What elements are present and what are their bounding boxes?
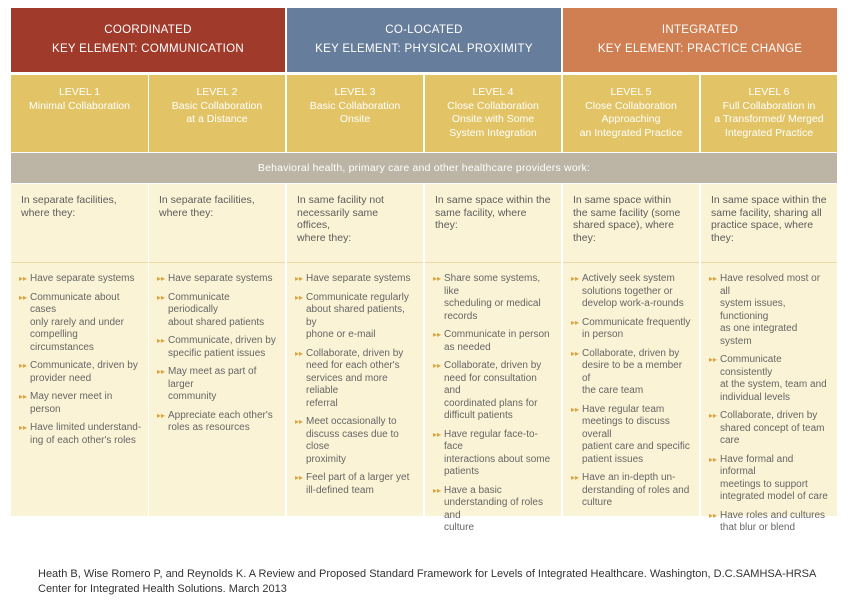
- item-line: Share some systems, like: [444, 273, 541, 297]
- list-item: [433, 429, 555, 479]
- double-arrow-icon: ▸▸: [19, 361, 28, 370]
- level-label: Onsite with Some: [451, 113, 535, 125]
- list-item: [295, 292, 417, 342]
- item-line: Appreciate each other's: [168, 409, 273, 421]
- intro-line: the same facility (some: [573, 206, 681, 219]
- item-line: Have regular face-to-face: [444, 428, 538, 452]
- intro-line: In separate facilities,: [159, 194, 255, 206]
- characteristics-list: [701, 273, 837, 541]
- list-item: [295, 273, 417, 286]
- intro-line: necessarily same offices,: [297, 206, 379, 231]
- list-item: [709, 273, 831, 348]
- item-line: patient care and specific: [582, 441, 690, 452]
- item-line: need for consultation and: [444, 372, 537, 396]
- list-item: [571, 472, 693, 510]
- level-label: Onsite: [339, 113, 371, 125]
- item-line: May never meet in person: [30, 391, 113, 415]
- item-line: compelling circumstances: [30, 329, 94, 353]
- list-item: [571, 348, 693, 398]
- item-line: Communicate, driven by: [168, 335, 276, 346]
- double-arrow-icon: ▸▸: [433, 429, 442, 439]
- item-line: meetings to support: [720, 478, 808, 490]
- level-4-column: [425, 184, 561, 533]
- item-line: Have roles and cultures: [720, 509, 826, 521]
- list-item: [19, 273, 142, 286]
- item-line: community: [168, 391, 217, 402]
- list-item: [157, 335, 279, 360]
- header-co-located: [287, 8, 561, 72]
- item-line: proximity: [306, 453, 347, 465]
- double-arrow-icon: ▸▸: [295, 274, 304, 283]
- double-arrow-icon: ▸▸: [157, 336, 166, 345]
- list-item: [709, 410, 831, 448]
- item-line: May meet as part of larger: [168, 366, 257, 390]
- level-number: LEVEL 5: [610, 86, 652, 98]
- level-label: an Integrated Practice: [579, 126, 683, 139]
- item-line: services and more reliable: [306, 372, 388, 396]
- item-line: coordinated plans for: [444, 397, 538, 409]
- item-line: Have limited understand-: [30, 422, 142, 433]
- intro-line: same facility, where they:: [435, 206, 527, 231]
- double-arrow-icon: ▸▸: [157, 274, 166, 283]
- level-6-cell: [701, 75, 837, 152]
- item-line: care: [720, 435, 740, 446]
- item-line: need for each other's: [306, 360, 400, 371]
- citation-line: Heath B, Wise Romero P, and Reynolds K. A Review and Proposed Standard Framework for Levels of Integrated Healthcare. Washington, D.C.SAMHSA-HRSA: [38, 568, 817, 580]
- intro-line: In same space within the: [711, 194, 827, 206]
- level-label: Close Collaboration: [585, 99, 677, 112]
- item-line: Have separate systems: [168, 273, 273, 284]
- item-line: system issues, functioning: [720, 298, 786, 322]
- level-label: a Transformed/ Merged: [714, 113, 824, 125]
- list-item: [571, 273, 693, 311]
- item-line: referral: [306, 397, 338, 409]
- item-line: provider need: [30, 372, 92, 384]
- divider: [563, 262, 699, 263]
- intro-line: In same space within: [573, 194, 672, 206]
- item-line: as one integrated system: [720, 323, 798, 347]
- divider: [149, 262, 285, 263]
- item-line: Have regular team: [582, 403, 665, 415]
- intro-line: In same space within the: [435, 194, 551, 206]
- intro-line: practice space, where: [711, 219, 814, 231]
- item-line: Have resolved most or all: [720, 273, 821, 297]
- header-coordinated: [11, 8, 285, 72]
- intro-line: where they:: [21, 206, 76, 219]
- item-line: patients: [444, 466, 480, 477]
- item-line: Communicate periodically: [168, 291, 230, 315]
- intro-line: they:: [573, 231, 596, 244]
- double-arrow-icon: ▸▸: [571, 404, 580, 414]
- level-number: LEVEL 3: [334, 86, 376, 98]
- item-line: culture: [444, 522, 475, 533]
- item-line: only rarely and under: [30, 316, 124, 328]
- header-title: INTEGRATED: [661, 24, 739, 36]
- item-line: understanding of roles and: [444, 497, 543, 521]
- characteristics-list: [11, 273, 148, 453]
- level-label: Close Collaboration: [447, 99, 539, 112]
- header-key-element: KEY ELEMENT: PRACTICE CHANGE: [597, 43, 803, 55]
- divider: [425, 262, 561, 263]
- list-item: [571, 317, 693, 342]
- level-label: Basic Collaboration: [171, 99, 263, 112]
- item-line: Have separate systems: [30, 273, 135, 284]
- header-integrated: [563, 8, 837, 72]
- list-item: [19, 360, 142, 385]
- item-line: Communicate consistently: [720, 354, 782, 378]
- double-arrow-icon: ▸▸: [295, 348, 304, 358]
- level-5-column: [563, 184, 699, 516]
- characteristics-list: [287, 273, 423, 503]
- item-line: ing of each other's roles: [30, 434, 136, 446]
- item-line: Have formal and informal: [720, 453, 794, 477]
- column-intro: [149, 184, 285, 262]
- item-line: Communicate in person: [444, 329, 550, 340]
- column-intro: [11, 184, 148, 262]
- level-2-cell: [149, 75, 285, 152]
- item-line: Have a basic: [444, 484, 502, 496]
- providers-band: Behavioral health, primary care and other healthcare providers work:: [11, 153, 837, 183]
- double-arrow-icon: ▸▸: [433, 485, 442, 495]
- item-line: solutions together or: [582, 285, 673, 297]
- list-item: [433, 485, 555, 535]
- item-line: Feel part of a larger yet: [306, 472, 410, 483]
- double-arrow-icon: ▸▸: [19, 392, 28, 401]
- header-title: CO-LOCATED: [385, 24, 463, 36]
- list-item: [157, 410, 279, 435]
- citation-line: Center for Integrated Health Solutions. March 2013: [38, 583, 287, 595]
- column-intro: [701, 184, 837, 262]
- item-line: specific patient issues: [168, 347, 266, 359]
- list-item: [157, 366, 279, 404]
- intro-line: where they:: [159, 206, 214, 219]
- item-line: Communicate about cases: [30, 291, 120, 315]
- double-arrow-icon: ▸▸: [571, 348, 580, 358]
- list-item: [295, 416, 417, 466]
- level-number: LEVEL 2: [196, 86, 238, 98]
- double-arrow-icon: ▸▸: [709, 355, 718, 364]
- level-label: Minimal Collaboration: [29, 99, 130, 112]
- item-line: Collaborate, driven by: [444, 360, 542, 371]
- item-line: about shared patients, by: [306, 304, 405, 328]
- double-arrow-icon: ▸▸: [19, 292, 28, 302]
- level-label: Integrated Practice: [724, 126, 814, 139]
- divider: [701, 262, 837, 263]
- item-line: discuss cases due to close: [306, 428, 399, 452]
- item-line: the care team: [582, 385, 644, 396]
- intro-line: In separate facilities,: [21, 194, 117, 206]
- item-line: at the system, team and: [720, 379, 827, 390]
- double-arrow-icon: ▸▸: [433, 330, 442, 339]
- double-arrow-icon: ▸▸: [157, 367, 166, 376]
- item-line: difficult patients: [444, 410, 513, 421]
- item-line: Have separate systems: [306, 273, 411, 284]
- item-line: Communicate frequently: [582, 316, 691, 328]
- item-line: individual levels: [720, 391, 791, 403]
- double-arrow-icon: ▸▸: [157, 410, 166, 420]
- level-label: at a Distance: [186, 113, 248, 125]
- double-arrow-icon: ▸▸: [571, 473, 580, 482]
- item-line: Communicate, driven by: [30, 360, 138, 371]
- list-item: [433, 329, 555, 354]
- list-item: [709, 510, 831, 535]
- list-item: [19, 422, 142, 447]
- level-1-column: [11, 184, 148, 516]
- item-line: ill-defined team: [306, 484, 374, 496]
- double-arrow-icon: ▸▸: [709, 454, 718, 464]
- item-line: derstanding of roles and: [582, 484, 690, 496]
- item-line: interactions about some: [444, 453, 551, 465]
- double-arrow-icon: ▸▸: [19, 423, 28, 432]
- intro-line: In same facility not: [297, 194, 384, 206]
- item-line: about shared patients: [168, 316, 265, 328]
- list-item: [709, 454, 831, 504]
- item-line: scheduling or medical: [444, 298, 541, 309]
- level-label: Approaching: [601, 113, 661, 125]
- intro-line: shared space), where: [573, 219, 674, 231]
- item-line: develop work-a-rounds: [582, 298, 684, 309]
- item-line: patient issues: [582, 453, 644, 465]
- item-line: as needed: [444, 341, 491, 353]
- item-line: integrated model of care: [720, 491, 828, 502]
- characteristics-list: [149, 273, 285, 441]
- item-line: Have an in-depth un-: [582, 472, 676, 483]
- item-line: Collaborate, driven by: [306, 347, 404, 359]
- level-number: LEVEL 1: [58, 86, 101, 98]
- double-arrow-icon: ▸▸: [433, 361, 442, 370]
- item-line: Collaborate, driven by: [720, 410, 818, 421]
- double-arrow-icon: ▸▸: [571, 317, 580, 327]
- level-label: System Integration: [449, 126, 537, 139]
- column-intro: [563, 184, 699, 262]
- double-arrow-icon: ▸▸: [295, 473, 304, 482]
- list-item: [157, 292, 279, 330]
- item-line: meetings to discuss overall: [582, 416, 670, 440]
- header-title: COORDINATED: [104, 24, 192, 36]
- header-key-element: KEY ELEMENT: COMMUNICATION: [51, 43, 245, 55]
- double-arrow-icon: ▸▸: [19, 274, 28, 283]
- level-6-column: [701, 184, 837, 533]
- level-label: Basic Collaboration: [309, 99, 401, 112]
- item-line: Communicate regularly: [306, 291, 409, 303]
- divider: [287, 262, 423, 263]
- double-arrow-icon: ▸▸: [709, 274, 718, 283]
- level-2-column: [149, 184, 285, 516]
- double-arrow-icon: ▸▸: [433, 274, 442, 283]
- column-intro: [425, 184, 561, 262]
- item-line: shared concept of team: [720, 422, 825, 434]
- list-item: [433, 360, 555, 423]
- item-line: phone or e-mail: [306, 329, 376, 340]
- double-arrow-icon: ▸▸: [571, 274, 580, 283]
- column-intro: [287, 184, 423, 262]
- item-line: culture: [582, 497, 613, 508]
- double-arrow-icon: ▸▸: [709, 510, 718, 520]
- intro-line: where they:: [297, 231, 352, 244]
- double-arrow-icon: ▸▸: [709, 411, 718, 420]
- list-item: [295, 348, 417, 411]
- list-item: [19, 292, 142, 355]
- level-1-cell: [11, 75, 148, 152]
- item-line: desire to be a member of: [582, 360, 683, 384]
- item-line: Actively seek system: [582, 273, 675, 284]
- double-arrow-icon: ▸▸: [157, 292, 166, 302]
- level-number: LEVEL 6: [748, 86, 790, 98]
- item-line: Collaborate, driven by: [582, 347, 680, 359]
- item-line: that blur or blend: [720, 522, 796, 533]
- level-3-cell: [287, 75, 423, 152]
- level-3-column: [287, 184, 423, 516]
- level-label: Full Collaboration in: [722, 99, 816, 112]
- item-line: roles as resources: [168, 422, 250, 433]
- list-item: [571, 404, 693, 467]
- level-4-cell: [425, 75, 561, 152]
- list-item: [709, 354, 831, 404]
- list-item: [157, 273, 279, 286]
- list-item: [433, 273, 555, 323]
- divider: [11, 262, 148, 263]
- characteristics-list: [563, 273, 699, 516]
- list-item: [295, 472, 417, 497]
- intro-line: same facility, sharing all: [711, 206, 822, 219]
- item-line: records: [444, 310, 478, 322]
- item-line: Meet occasionally to: [306, 416, 397, 427]
- item-line: in person: [582, 329, 624, 340]
- header-key-element: KEY ELEMENT: PHYSICAL PROXIMITY: [315, 43, 533, 55]
- citation: [38, 567, 838, 597]
- double-arrow-icon: ▸▸: [295, 417, 304, 426]
- intro-line: they:: [711, 231, 734, 244]
- list-item: [19, 391, 142, 416]
- level-5-cell: [563, 75, 699, 152]
- double-arrow-icon: ▸▸: [295, 292, 304, 302]
- level-number: LEVEL 4: [472, 86, 514, 98]
- characteristics-list: [425, 273, 561, 541]
